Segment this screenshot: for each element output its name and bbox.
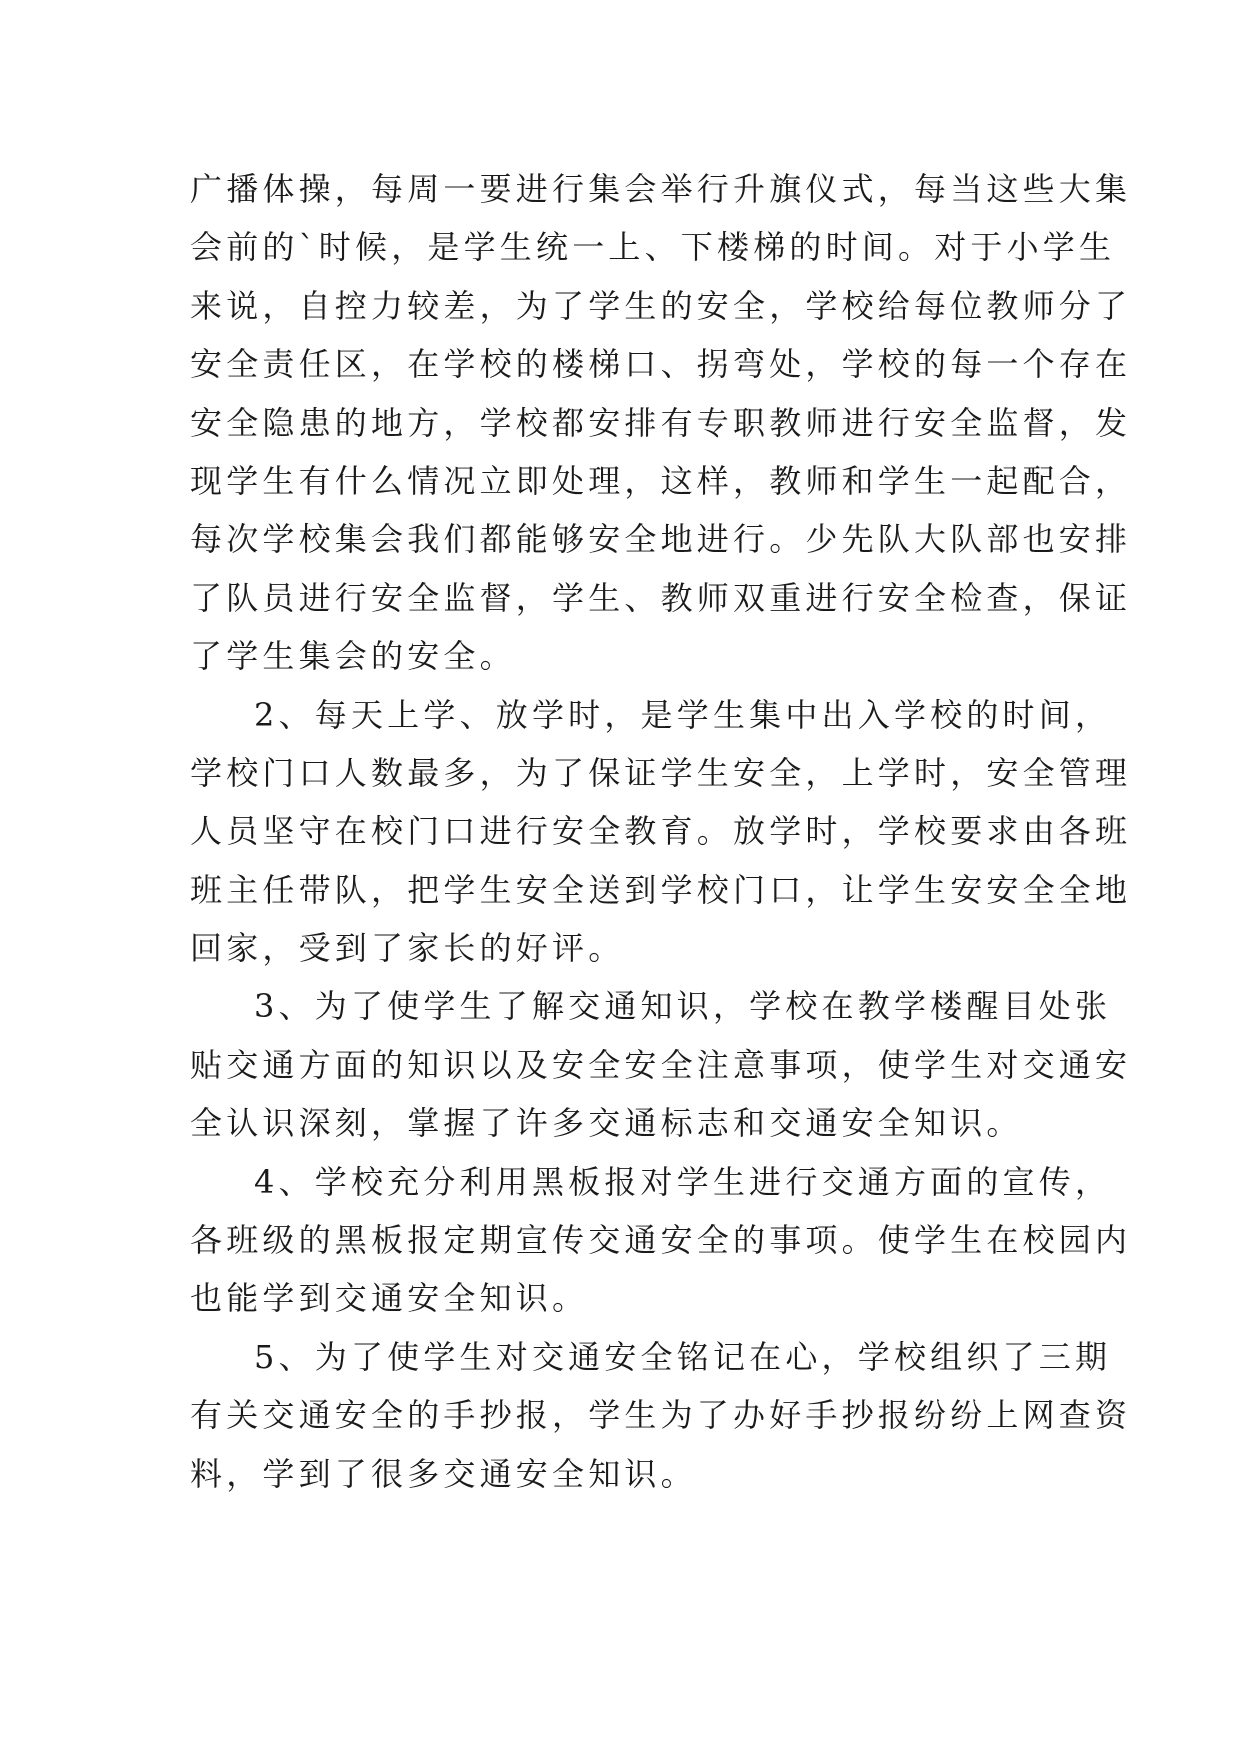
text-line: 全认识深刻，掌握了许多交通标志和交通安全知识。	[190, 1104, 1023, 1143]
text-line: 安全责任区，在学校的楼梯口、拐弯处，学校的每一个存在	[190, 345, 1132, 384]
paragraph-item-3	[190, 977, 1132, 1152]
text-line: 贴交通方面的知识以及安全安全注意事项，使学生对交通安	[190, 1045, 1132, 1084]
text-line: 了学生集会的安全。	[190, 637, 516, 676]
text-line: 2、每天上学、放学时，是学生集中出入学校的时间，	[254, 695, 1112, 734]
paragraph-item-5	[190, 1328, 1132, 1503]
text-line: 现学生有什么情况立即处理，这样，教师和学生一起配合，	[190, 461, 1132, 500]
text-line: 每次学校集会我们都能够安全地进行。少先队大队部也安排	[190, 520, 1132, 559]
paragraph-item-2	[190, 686, 1132, 978]
document-body	[190, 160, 1132, 1503]
text-line: 人员坚守在校门口进行安全教育。放学时，学校要求由各班	[190, 812, 1132, 851]
text-line: 也能学到交通安全知识。	[190, 1279, 589, 1318]
text-line: 来说，自控力较差，为了学生的安全，学校给每位教师分了	[190, 286, 1132, 325]
text-line: 班主任带队，把学生安全送到学校门口，让学生安安全全地	[190, 870, 1132, 909]
text-line: 会前的`时候，是学生统一上、下楼梯的时间。对于小学生	[190, 228, 1116, 267]
text-line: 5、为了使学生对交通安全铭记在心，学校组织了三期	[254, 1337, 1112, 1376]
text-line: 安全隐患的地方，学校都安排有专职教师进行安全监督，发	[190, 403, 1132, 442]
paragraph-continuation	[190, 160, 1132, 686]
text-line: 料，学到了很多交通安全知识。	[190, 1454, 697, 1493]
text-line: 广播体操，每周一要进行集会举行升旗仪式，每当这些大集	[190, 170, 1132, 208]
text-line: 有关交通安全的手抄报，学生为了办好手抄报纷纷上网查资	[190, 1396, 1132, 1435]
text-line: 3、为了使学生了解交通知识，学校在教学楼醒目处张	[254, 987, 1112, 1026]
text-line: 学校门口人数最多，为了保证学生安全，上学时，安全管理	[190, 753, 1132, 792]
text-line: 4、学校充分利用黑板报对学生进行交通方面的宣传，	[254, 1162, 1112, 1201]
paragraph-item-4	[190, 1153, 1132, 1328]
text-line: 回家，受到了家长的好评。	[190, 929, 625, 968]
text-line: 了队员进行安全监督，学生、教师双重进行安全检查，保证	[190, 578, 1132, 617]
text-line: 各班级的黑板报定期宣传交通安全的事项。使学生在校园内	[190, 1221, 1132, 1260]
